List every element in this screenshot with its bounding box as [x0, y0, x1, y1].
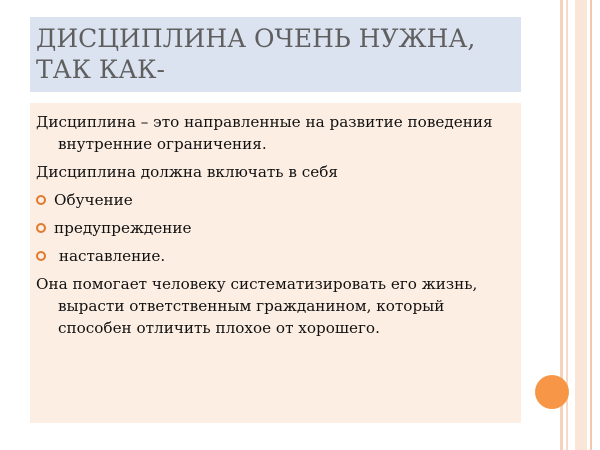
list-item-label: предупреждение	[54, 219, 192, 237]
bullet-icon	[36, 223, 46, 233]
list-item	[36, 189, 518, 211]
paragraph-purpose: Она помогает человеку систематизировать его жизнь, вырасти ответственным гражданином, который способен отличить плохое от хорошего.	[36, 275, 478, 337]
list-item-label: наставление.	[54, 247, 166, 265]
paragraph-definition: Дисциплина – это направленные на развитие поведения внутренние ограничения.	[36, 113, 493, 153]
title-box	[30, 17, 521, 92]
list-item-label: Обучение	[54, 191, 133, 209]
bullet-icon	[36, 251, 46, 261]
bullet-icon	[36, 195, 46, 205]
decorative-stripe	[575, 0, 587, 450]
title-line-2: ТАК КАК-	[36, 55, 165, 84]
content-body	[36, 111, 518, 345]
list-item	[36, 217, 518, 239]
paragraph-includes: Дисциплина должна включать в себя	[36, 163, 338, 181]
list-item	[36, 245, 518, 267]
content-box	[30, 103, 521, 423]
decorative-stripe	[590, 0, 592, 450]
slide-title	[36, 23, 475, 85]
title-line-1: ДИСЦИПЛИНА ОЧЕНЬ НУЖНА,	[36, 24, 476, 53]
decorative-circle	[535, 375, 569, 409]
